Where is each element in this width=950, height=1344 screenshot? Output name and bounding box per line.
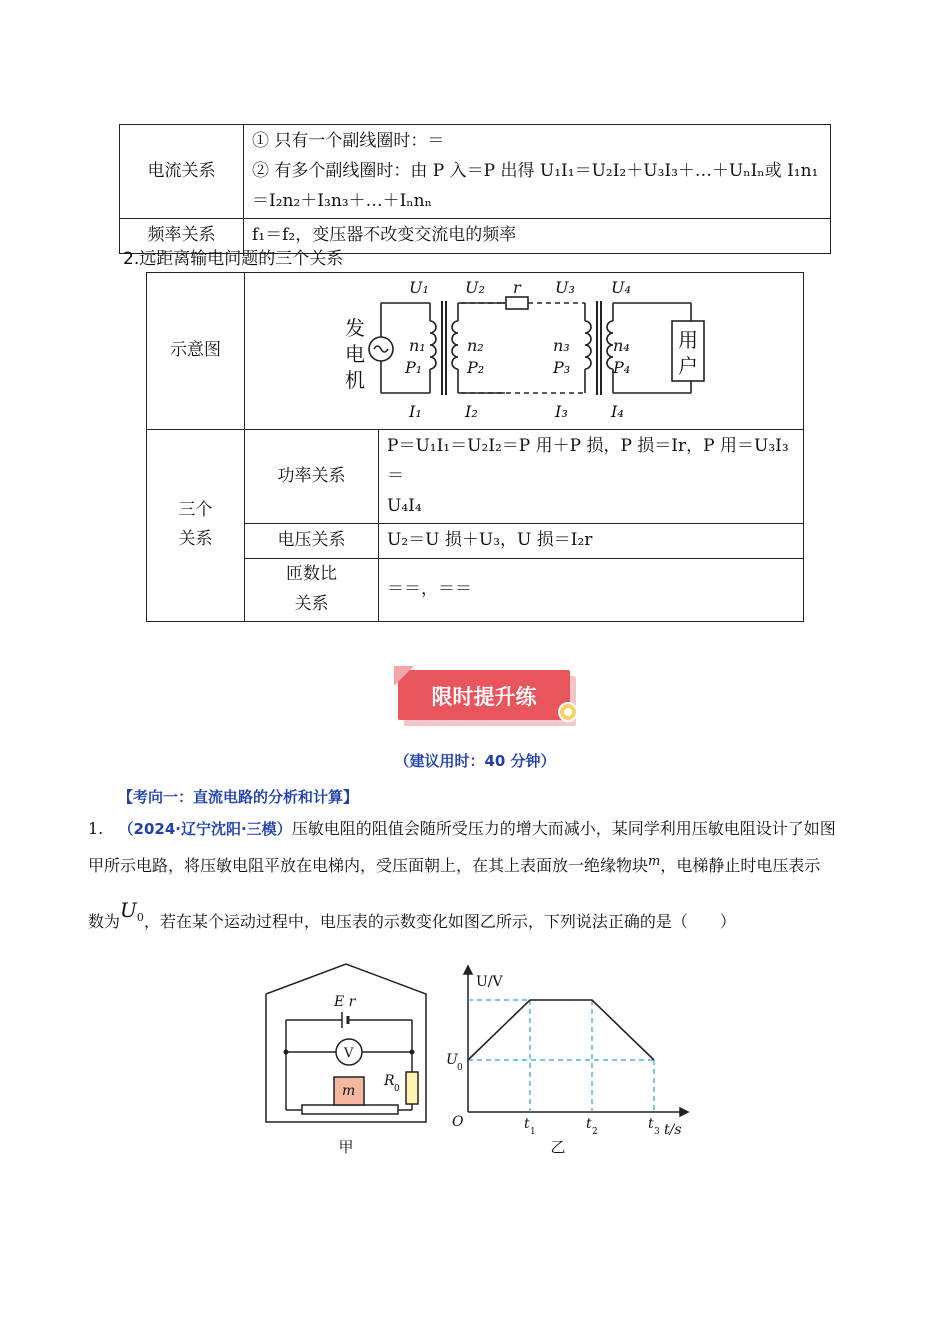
voltage-curve (468, 1000, 654, 1060)
question-U0-symbol: U (120, 898, 137, 922)
current-relation-label: 电流关系 (120, 125, 244, 219)
tick-t1: t (524, 1116, 530, 1132)
turns-ratio-label-2: 关系 (294, 593, 329, 614)
practice-banner (392, 664, 582, 732)
tick-U0-sub: 0 (457, 1063, 463, 1073)
three-relations-label (147, 430, 245, 622)
power-relation-content (379, 430, 804, 524)
label-n4: n₄ (613, 336, 630, 355)
voltage-relation-content: U₂＝U 损＋U₃，U 损＝I₂r (379, 524, 804, 559)
figure-b-caption: 乙 (550, 1138, 566, 1156)
tick-t1-sub: 1 (530, 1127, 536, 1137)
label-gen-3: 机 (345, 368, 365, 392)
figure-a-circuit (262, 960, 432, 1160)
label-m-block: m (342, 1083, 356, 1099)
label-R0-sub: 0 (394, 1084, 400, 1094)
label-P1: P₁ (405, 358, 423, 377)
suggested-time: （建议用时：40 分钟） (394, 752, 556, 770)
topic-heading: 【考向一：直流电路的分析和计算】 (118, 788, 359, 806)
label-R0: R (384, 1073, 395, 1089)
resistor-R0 (406, 1072, 418, 1104)
label-user-2: 户 (678, 354, 698, 378)
question-U0-sub: 0 (136, 911, 144, 924)
label-n3: n₃ (553, 336, 570, 355)
diagram-cell (245, 273, 804, 430)
label-V: V (344, 1046, 354, 1061)
question-source: （2024·辽宁沈阳·三模） (118, 820, 292, 838)
question-mass-symbol: m (648, 854, 661, 869)
section-2-title: 2.远距离输电问题的三个关系 (123, 249, 344, 269)
label-n2: n₂ (467, 336, 484, 355)
three-relations-label-2: 关系 (178, 529, 213, 550)
label-gen-1: 发 (345, 316, 365, 340)
turns-ratio-content: ＝＝，＝＝ (379, 559, 804, 622)
current-line-1: ① 只有一个副线圈时：＝ (252, 131, 445, 151)
question-text-2b: ，电梯静止时电压表示 (660, 856, 821, 875)
figure-a-caption: 甲 (338, 1138, 354, 1156)
power-relation-label: 功率关系 (245, 430, 379, 524)
question-number: 1. (88, 819, 104, 838)
label-U3: U₃ (555, 278, 575, 297)
label-P3: P₃ (553, 358, 571, 377)
three-relations-label-1: 三个 (178, 499, 213, 520)
power-relation-line-1: P＝U₁I₁＝U₂I₂＝P 用＋P 损，P 损＝Ir，P 用＝U₃I₃＝ (387, 436, 789, 486)
line-resistor (506, 297, 528, 309)
axis-label-t: t/s (664, 1122, 682, 1138)
current-relation-content (244, 125, 831, 219)
label-P4: P₄ (613, 358, 631, 377)
turns-ratio-label (245, 559, 379, 622)
question-1 (88, 821, 868, 930)
origin-label: O (452, 1114, 464, 1130)
tick-U0: U (446, 1052, 458, 1068)
label-U2: U₂ (465, 278, 485, 297)
label-I3: I₃ (555, 402, 568, 421)
question-text-2: 甲所示电路，将压敏电阻平放在电梯内，受压面朝上，在其上表面放一绝缘物块 (88, 856, 649, 875)
axis-label-U: U/V (476, 974, 503, 990)
label-gen-2: 电 (345, 342, 365, 366)
label-I1: I₁ (409, 402, 422, 421)
tick-t3-sub: 3 (654, 1127, 660, 1137)
label-I4: I₄ (611, 402, 624, 421)
transformer-relations-table (119, 124, 831, 254)
transmission-diagram (245, 273, 803, 429)
label-U4: U₄ (611, 278, 631, 297)
banner-title: 限时提升练 (431, 685, 537, 709)
frequency-relation-label: 频率关系 (120, 219, 244, 254)
tick-t2: t (586, 1116, 592, 1132)
voltage-relation-label: 电压关系 (245, 524, 379, 559)
turns-ratio-label-1: 匝数比 (286, 564, 337, 584)
transmission-relations-table (146, 272, 804, 622)
label-n1: n₁ (409, 336, 426, 355)
diagram-label: 示意图 (147, 273, 245, 430)
label-r: r (513, 278, 521, 297)
question-text-3a: 数为 (88, 912, 121, 931)
current-line-3: ＝I₂n₂＋I₃n₃＋…＋Iₙnₙ (252, 190, 432, 211)
tick-t3: t (648, 1116, 654, 1132)
label-user-1: 用 (678, 328, 698, 352)
question-text-1: 压敏电阻的阻值会随所受压力的增大而减小，某同学利用压敏电阻设计了如图 (291, 819, 836, 838)
figure-b-graph (440, 960, 700, 1160)
pressure-sensor (302, 1105, 398, 1114)
label-P2: P₂ (467, 358, 485, 377)
label-I2: I₂ (465, 402, 478, 421)
question-text-3b: ，若在某个运动过程中，电压表的示数变化如图乙所示，下列说法正确的是（ ） (143, 912, 736, 931)
tick-t2-sub: 2 (592, 1127, 598, 1137)
power-relation-line-2: U₄I₄ (387, 495, 422, 516)
label-E-r: E r (334, 994, 356, 1010)
current-line-2: ② 有多个副线圈时：由 P 入＝P 出得 U₁I₁＝U₂I₂＋U₃I₃＋…＋UₙIₙ或 I₁n₁ (252, 160, 819, 181)
frequency-relation-content: f₁＝f₂，变压器不改变交流电的频率 (244, 219, 831, 254)
label-U1: U₁ (409, 278, 429, 297)
